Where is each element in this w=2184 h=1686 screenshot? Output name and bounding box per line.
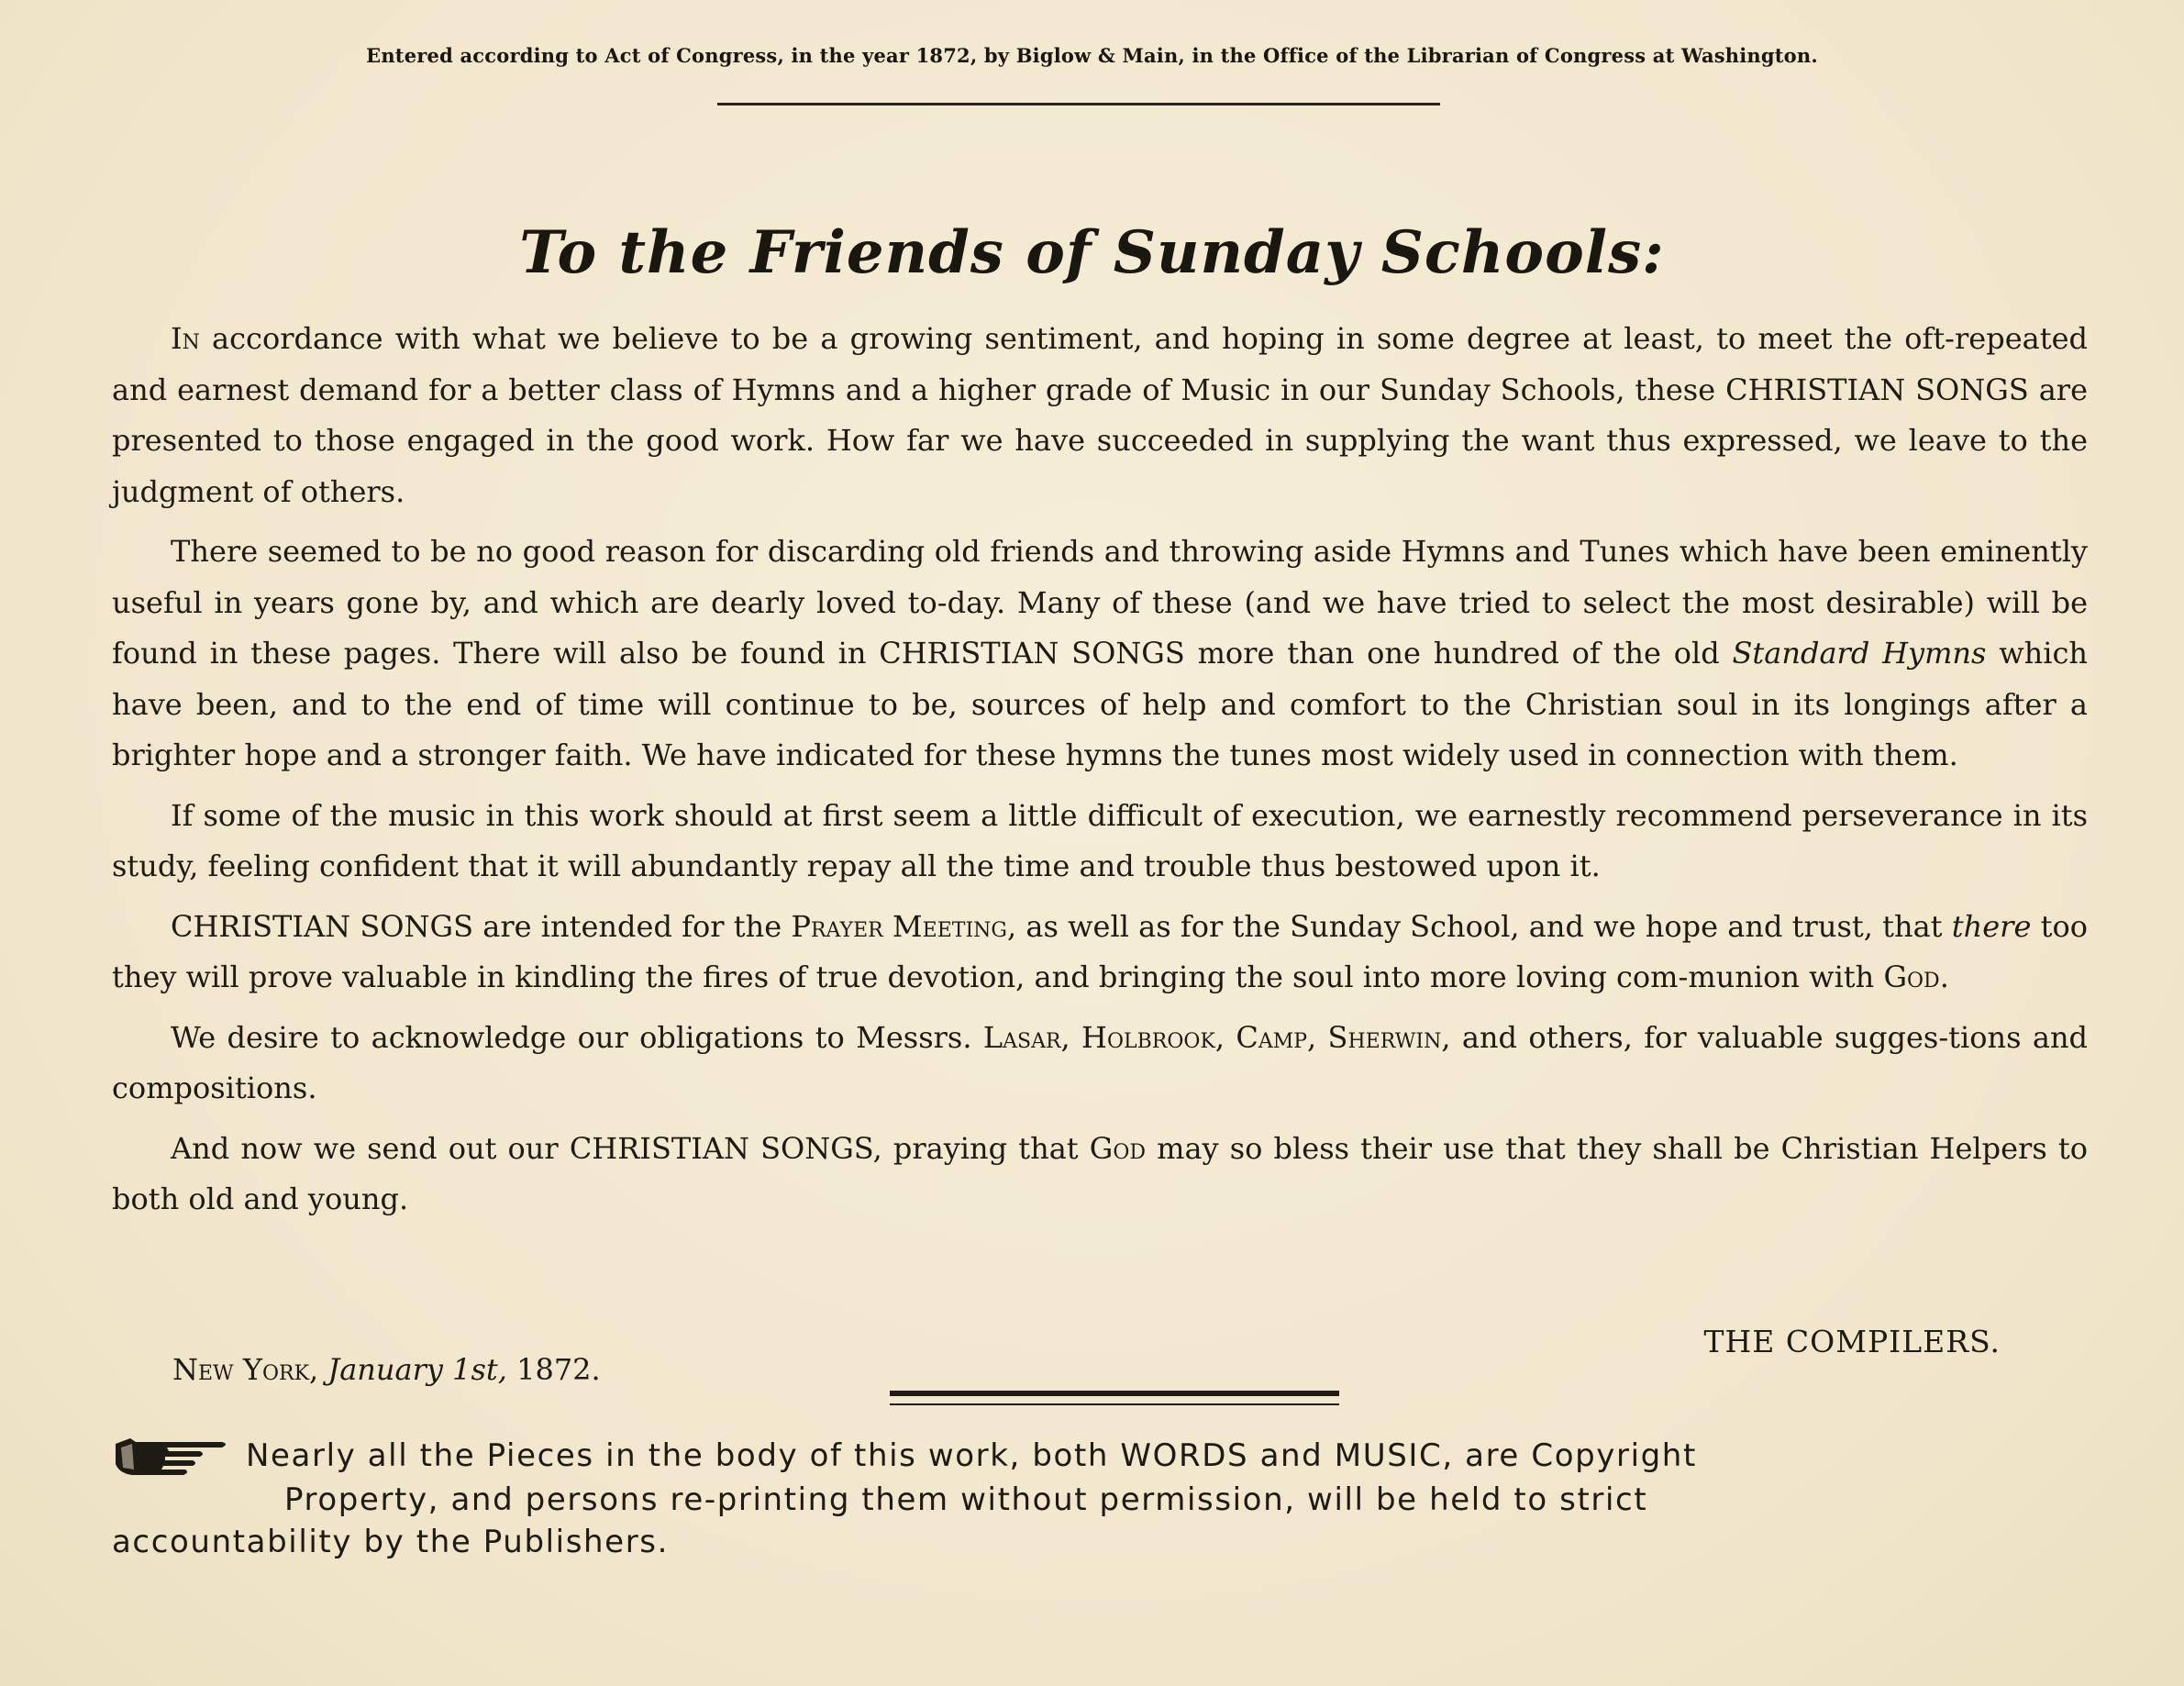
paragraph-5 bbox=[112, 1013, 2088, 1115]
paragraph-2 bbox=[112, 527, 2088, 782]
paragraph-4-text-d: . bbox=[1939, 959, 1949, 994]
paragraph-4-text-b: , as well as for the Sunday School, and we hope and trust, that bbox=[1007, 908, 1952, 944]
name-1: Lasar bbox=[982, 1019, 1061, 1055]
paragraph-6 bbox=[112, 1124, 2088, 1226]
dateline-place: New York, bbox=[172, 1352, 319, 1387]
notice-line-1: Nearly all the Pieces in the body of this work, both WORDS and MUSIC, are Copyright bbox=[246, 1437, 1697, 1474]
notice-line-3: accountability by the Publishers. bbox=[112, 1524, 669, 1560]
paragraph-5-text-a: We desire to acknowledge our obligations to Messrs. bbox=[171, 1019, 983, 1055]
preface-body bbox=[112, 314, 2088, 1235]
paragraph-3: If some of the music in this work should at first seem a little difficult of execution, we earnestly recommend perseverance in its study, feeling confident that it will abundantly repay all the time and trouble thus bestowed upon it. bbox=[112, 797, 2088, 883]
paragraph-1 bbox=[112, 314, 2088, 517]
paragraph-4-text-c: too they will prove valuable in kindling the fires of true devotion, and bringing the soul into more loving com-munion with bbox=[112, 908, 2089, 994]
small-caps-word: God bbox=[1883, 959, 1940, 994]
paragraph-2-text-b: which have been, and to the end of time will continue to be, sources of help and comfort to the Christian soul in its longings after a brighter hope and a stronger faith. We have indicated for these hymns the tunes most widely used in connection with them. bbox=[112, 636, 2089, 772]
notice-line-2: Property, and persons re-printing them without permission, will be held to strict bbox=[284, 1481, 1648, 1518]
closing-rule-thin bbox=[890, 1403, 1339, 1405]
paragraph-6-text-a: And now we send out our CHRISTIAN SONGS, praying that bbox=[171, 1130, 1090, 1166]
top-divider bbox=[717, 103, 1440, 105]
separator: , bbox=[1214, 1019, 1236, 1055]
dateline bbox=[172, 1352, 601, 1387]
name-4: Sherwin bbox=[1327, 1019, 1442, 1055]
signature: THE COMPILERS. bbox=[1703, 1324, 2001, 1359]
paragraph-4 bbox=[112, 902, 2088, 1004]
closing-rule-thick bbox=[890, 1391, 1339, 1396]
separator: , bbox=[1307, 1019, 1328, 1055]
name-2: Holbrook bbox=[1081, 1019, 1215, 1055]
paragraph-1-text: accordance with what we believe to be a growing sentiment, and hoping in some degree at least, to meet the oft-repeated and earnest demand for a better class of Hymns and a higher grade of Music in our Sunday Schools, these CHRISTIAN SONGS are presented to those engaged in the good work. How far we have succeeded in supplying the want thus expressed, we leave to the judgment of others. bbox=[112, 321, 2088, 509]
paragraph-2-text-a: There seemed to be no good reason for discarding old friends and throwing aside Hymns and Tunes which have been eminently useful in years gone by, and which are dearly loved to-day. Many of these (and we have tried to select the most desirable) will be found in these pages. There will also be found in CHRISTIAN SONGS more than one hundred of the old bbox=[112, 534, 2088, 671]
name-3: Camp bbox=[1236, 1019, 1308, 1055]
paragraph-5-text-b: , and others, for valuable sugges-tions and compositions. bbox=[112, 1019, 2089, 1105]
dateline-year: 1872. bbox=[506, 1352, 601, 1387]
italic-phrase: Standard Hymns bbox=[1732, 636, 1987, 671]
dateline-date: January 1st, bbox=[327, 1352, 507, 1387]
paragraph-6-text-b: may so bless their use that they shall be Christian Helpers to both old and young. bbox=[112, 1130, 2089, 1216]
copyright-warning bbox=[112, 1433, 2093, 1563]
pointing-hand-icon bbox=[112, 1433, 233, 1479]
copyright-notice: Entered according to Act of Congress, in the year 1872, by Biglow & Main, in the Office of the Librarian of Congress at Washington. bbox=[366, 44, 1818, 67]
small-caps-phrase: Prayer Meeting bbox=[791, 908, 1007, 944]
page-title: To the Friends of Sunday Schools: bbox=[519, 218, 1665, 287]
small-caps-word: God bbox=[1089, 1130, 1147, 1166]
separator: , bbox=[1060, 1019, 1082, 1055]
paragraph-4-text-a: CHRISTIAN SONGS are intended for the bbox=[171, 908, 792, 944]
drop-word: In bbox=[171, 321, 200, 356]
italic-word: there bbox=[1951, 908, 2032, 944]
